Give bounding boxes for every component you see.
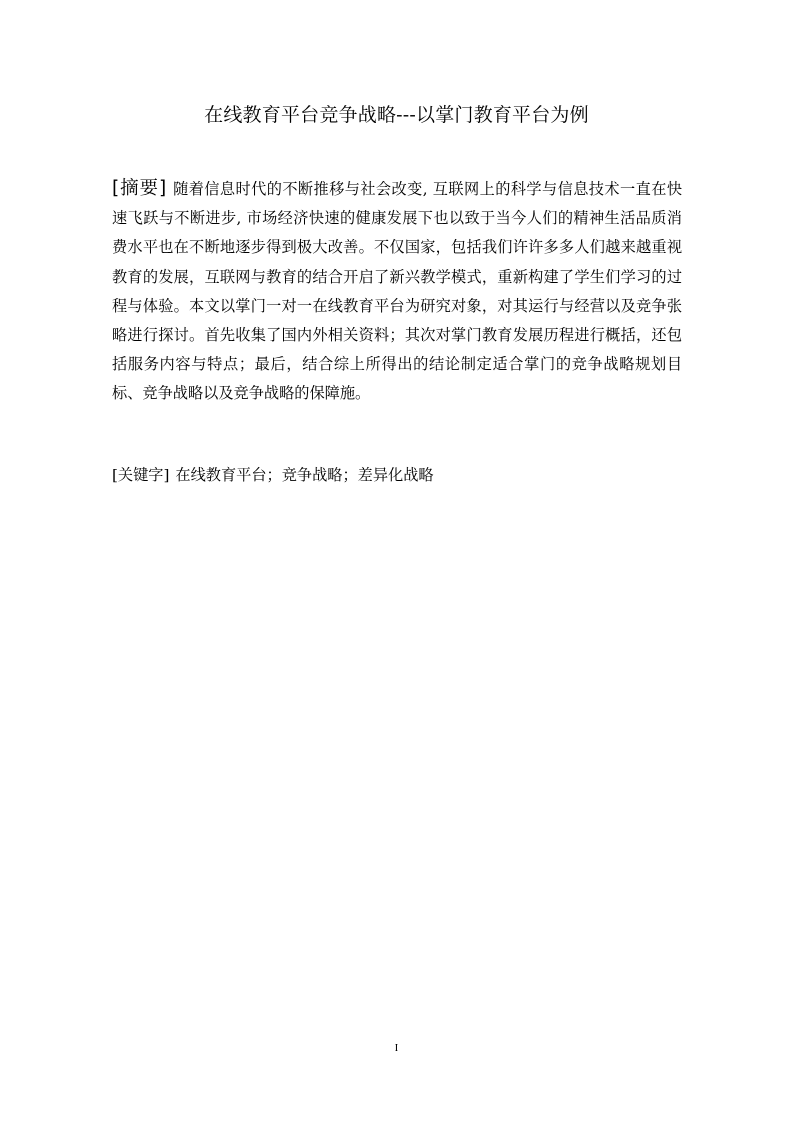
abstract-text: 随着信息时代的不断推移与社会改变, 互联网上的科学与信息技术一直在快速飞跃与不断进步, 市场经济快速的健康发展下也以致于当今人们的精神生活品质消费水平也在不断地逐步得到极大改善。不仅国家，包括我们许许多多人们越来越重视教育的发展，互联网与教育的结合开启了新兴教学模式，重新构建了学生们学习的过程与体验。本文以掌门一对一在线教育平台为研究对象，对其运行与经营以及竞争张略进行探讨。首先收集了国内外相关资料；其次对掌门教育发展历程进行概括，还包括服务内容与特点；最后，结合综上所得出的结论制定适合掌门的竞争战略规划目标、竞争战略以及竞争战略的保障施。 <box>112 180 683 403</box>
abstract-label: [摘要] <box>112 178 167 199</box>
abstract-paragraph <box>112 174 682 409</box>
keywords-text: 在线教育平台；竞争战略；差异化战略 <box>175 466 434 484</box>
document-title: 在线教育平台竞争战略---以掌门教育平台为例 <box>204 104 589 126</box>
keywords-line <box>112 461 682 490</box>
page-number: I <box>394 1042 399 1054</box>
keywords-label: [关键字] <box>112 466 170 484</box>
